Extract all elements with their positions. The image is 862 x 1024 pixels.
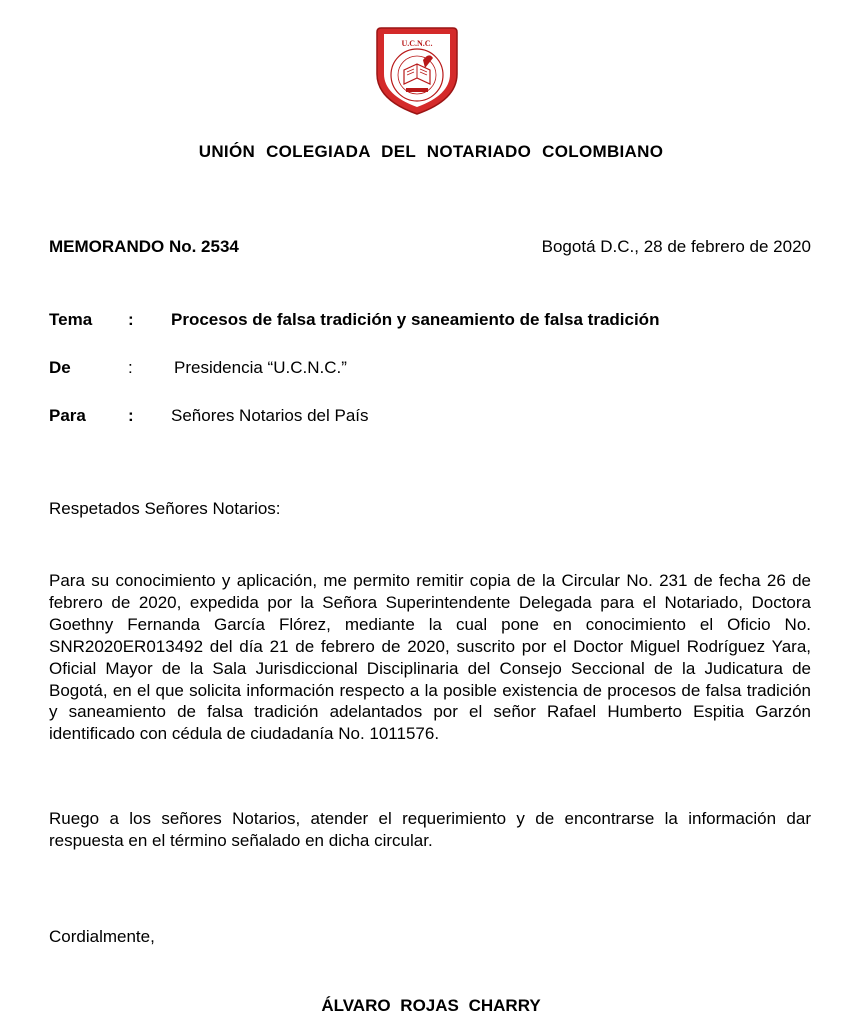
body-paragraph-2: Ruego a los señores Notarios, atender el requerimiento y de encontrarse la información dar respuesta en el término señalado en dicha circular.: [49, 809, 811, 850]
ucnc-logo-seal: [373, 22, 461, 117]
field-value: Procesos de falsa tradición y saneamiento de falsa tradición: [171, 310, 660, 329]
closing: Cordialmente,: [49, 927, 155, 946]
signer-name: ÁLVARO ROJAS CHARRY: [321, 996, 541, 1015]
field-colon: :: [128, 358, 133, 377]
field-value: Señores Notarios del País: [171, 406, 369, 425]
field-label: Tema: [49, 310, 93, 329]
field-value: Presidencia “U.C.N.C.”: [174, 358, 347, 377]
salutation: Respetados Señores Notarios:: [49, 499, 281, 518]
field-colon: :: [128, 406, 134, 425]
organization-title: UNIÓN COLEGIADA DEL NOTARIADO COLOMBIANO: [198, 142, 664, 161]
field-label: Para: [49, 406, 86, 425]
svg-text:U.C.N.C.: U.C.N.C.: [401, 39, 433, 48]
memo-number: MEMORANDO No. 2534: [49, 237, 239, 256]
field-label: De: [49, 358, 71, 377]
field-colon: :: [128, 310, 134, 329]
body-paragraph-1: Para su conocimiento y aplicación, me permito remitir copia de la Circular No. 231 de fecha 26 de febrero de 2020, expedida por la Señora Superintendente Delegada para el Notariado, Doctora Goethny Fernanda García Flórez, mediante la cual pone en conocimiento el Oficio No. SNR2020ER013492 del día 21 de febrero de 2020, suscrito por el Doctor Miguel Rodríguez Yara, Oficial Mayor de la Sala Jurisdiccional Disciplinaria del Consejo Seccional de la Judicatura de Bogotá, en el que solicita información respecto a la posible existencia de procesos de falsa tradición y saneamiento de falsa tradición adelantados por el señor Rafael Humberto Espitia Garzón identificado con cédula de ciudadanía No. 1011576.: [49, 571, 811, 744]
place-date: Bogotá D.C., 28 de febrero de 2020: [541, 237, 811, 256]
